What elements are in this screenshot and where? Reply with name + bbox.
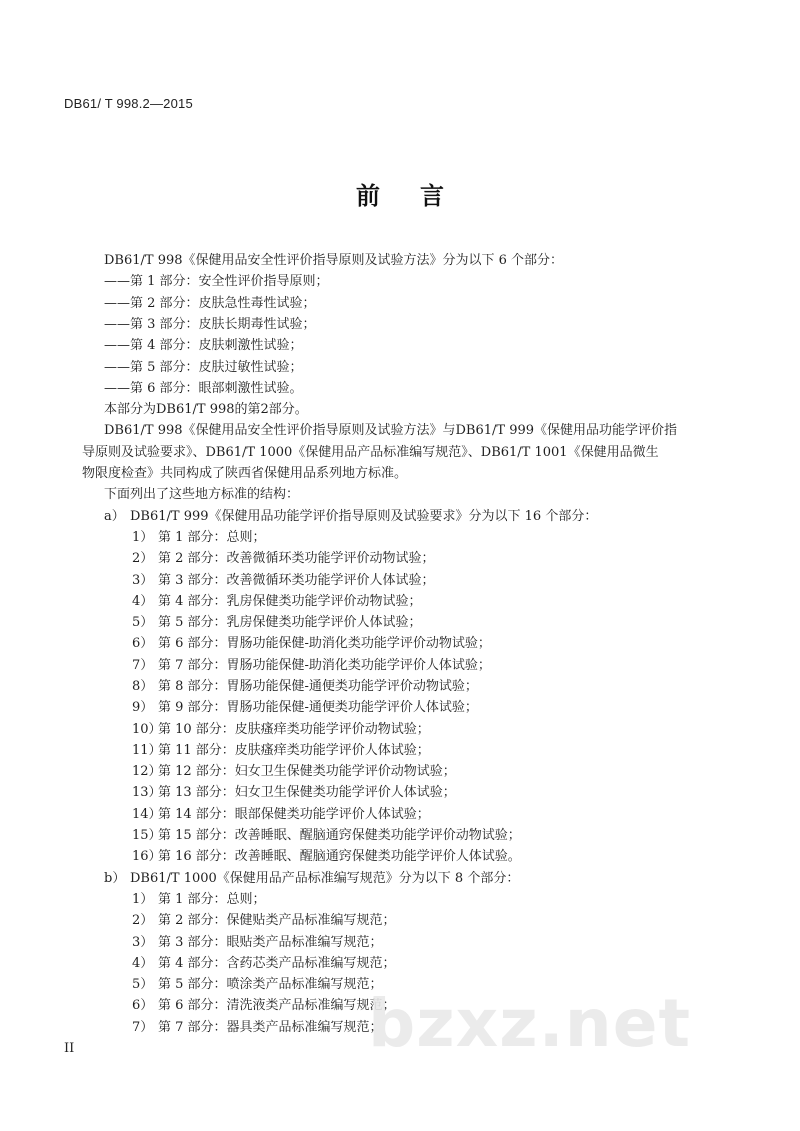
list-item-text: 第 12 部分：妇女卫生保健类功能学评价动物试验；	[158, 764, 456, 779]
section-text: DB61/T 999《保健用品功能学评价指导原则及试验要求》分为以下 16 个部分：	[130, 509, 598, 524]
section-a-item	[132, 572, 435, 590]
this-part-statement: 本部分为DB61/T 998的第2部分。	[104, 402, 308, 417]
list-item-text: 第 6 部分：胃肠功能保健-助消化类功能学评价动物试验；	[158, 636, 491, 651]
list-item-text: 第 4 部分：乳房保健类功能学评价动物试验；	[158, 594, 422, 609]
page-number: II	[64, 1041, 75, 1056]
list-item-number: 6）	[132, 998, 154, 1013]
section-b-item	[132, 912, 396, 930]
list-item-text: 第 16 部分：改善睡眠、醒脑通窍保健类功能学评价人体试验。	[158, 849, 521, 864]
list-item-number: 16）	[132, 849, 162, 864]
list-item-text: 第 2 部分：保健贴类产品标准编写规范；	[158, 913, 396, 928]
part-list-item: ——第 1 部分：安全性评价指导原则；	[104, 274, 329, 289]
watermark-logo: bzxz.net	[368, 985, 692, 1062]
relation-paragraph-line: 导原则及试验要求》、DB61/T 1000《保健用品产品标准编写规范》、DB61/T 1001《保健用品微生	[82, 445, 659, 460]
section-a-item	[132, 678, 478, 696]
relation-paragraph-line: DB61/T 998《保健用品安全性评价指导原则及试验方法》与DB61/T 999《保健用品功能学评价指	[104, 423, 678, 438]
list-item-text: 第 1 部分：总则；	[158, 530, 266, 545]
section-a-item	[132, 550, 435, 568]
part-list-item: ——第 2 部分：皮肤急性毒性试验；	[104, 296, 316, 311]
list-item-number: 7）	[132, 658, 154, 673]
list-item-number: 9）	[132, 700, 154, 715]
section-a-item	[132, 806, 430, 824]
list-item-text: 第 5 部分：乳房保健类功能学评价人体试验；	[158, 615, 422, 630]
list-item-number: 5）	[132, 615, 154, 630]
section-a-item	[132, 784, 456, 802]
list-item-number: 1）	[132, 892, 154, 907]
list-item-text: 第 9 部分：胃肠功能保健-通便类功能学评价人体试验；	[158, 700, 478, 715]
section-a-item	[132, 848, 521, 866]
section-b-item	[132, 976, 383, 994]
relation-paragraph-line: 物限度检查》共同构成了陕西省保健用品系列地方标准。	[82, 466, 408, 481]
list-item-text: 第 5 部分：喷涂类产品标准编写规范；	[158, 977, 383, 992]
list-item-text: 第 3 部分：改善微循环类功能学评价人体试验；	[158, 573, 435, 588]
section-a-item	[132, 529, 266, 547]
part-list-item: ——第 3 部分：皮肤长期毒性试验；	[104, 317, 316, 332]
list-item-number: 3）	[132, 935, 154, 950]
section-a-item	[132, 763, 456, 781]
list-item-number: 12）	[132, 764, 162, 779]
section-b-item	[132, 997, 396, 1015]
section-b-item	[132, 934, 383, 952]
list-item-number: 7）	[132, 1020, 154, 1035]
section-a-item	[132, 827, 521, 845]
section-a-item	[132, 614, 422, 632]
section-b-item	[132, 891, 266, 909]
part-list-item: ——第 4 部分：皮肤刺激性试验；	[104, 338, 303, 353]
section-b-heading	[104, 870, 519, 888]
list-item-text: 第 7 部分：胃肠功能保健-助消化类功能学评价人体试验；	[158, 658, 491, 673]
list-item-number: 3）	[132, 573, 154, 588]
list-item-number: 8）	[132, 679, 154, 694]
list-item-text: 第 14 部分：眼部保健类功能学评价人体试验；	[158, 807, 430, 822]
section-b-item	[132, 1019, 383, 1037]
section-text: DB61/T 1000《保健用品产品标准编写规范》分为以下 8 个部分：	[130, 871, 520, 886]
list-item-number: 15）	[132, 828, 162, 843]
list-item-number: 1）	[132, 530, 154, 545]
list-item-number: 4）	[132, 594, 154, 609]
part-list-item: ——第 5 部分：皮肤过敏性试验；	[104, 360, 303, 375]
section-marker: b）	[104, 871, 126, 886]
list-item-text: 第 2 部分：改善微循环类功能学评价动物试验；	[158, 551, 435, 566]
page-title: 前言	[356, 181, 484, 210]
list-item-text: 第 7 部分：器具类产品标准编写规范；	[158, 1020, 383, 1035]
section-a-item	[132, 657, 491, 675]
list-item-text: 第 3 部分：眼贴类产品标准编写规范；	[158, 935, 383, 950]
list-item-text: 第 10 部分：皮肤瘙痒类功能学评价动物试验；	[158, 722, 430, 737]
list-item-number: 11）	[132, 743, 162, 758]
structure-intro: 下面列出了这些地方标准的结构：	[104, 487, 300, 502]
list-item-number: 2）	[132, 551, 154, 566]
section-a-heading	[104, 508, 597, 526]
part-list-item: ——第 6 部分：眼部刺激性试验。	[104, 381, 303, 396]
list-item-text: 第 6 部分：清洗液类产品标准编写规范；	[158, 998, 396, 1013]
list-item-text: 第 8 部分：胃肠功能保健-通便类功能学评价动物试验；	[158, 679, 478, 694]
section-a-item	[132, 742, 430, 760]
section-marker: a）	[104, 509, 125, 524]
list-item-text: 第 15 部分：改善睡眠、醒脑通窍保健类功能学评价动物试验；	[158, 828, 521, 843]
list-item-text: 第 11 部分：皮肤瘙痒类功能学评价人体试验；	[158, 743, 430, 758]
list-item-number: 4）	[132, 956, 154, 971]
list-item-number: 2）	[132, 913, 154, 928]
list-item-number: 6）	[132, 636, 154, 651]
section-a-item	[132, 699, 478, 717]
list-item-number: 10）	[132, 722, 162, 737]
intro-paragraph: DB61/T 998《保健用品安全性评价指导原则及试验方法》分为以下 6 个部分：	[104, 253, 564, 268]
list-item-text: 第 4 部分：含药芯类产品标准编写规范；	[158, 956, 396, 971]
list-item-text: 第 13 部分：妇女卫生保健类功能学评价人体试验；	[158, 785, 456, 800]
list-item-number: 13）	[132, 785, 162, 800]
section-a-item	[132, 721, 430, 739]
section-b-item	[132, 955, 396, 973]
section-a-item	[132, 593, 422, 611]
standard-code-header: DB61/ T 998.2—2015	[64, 96, 193, 111]
list-item-number: 5）	[132, 977, 154, 992]
list-item-number: 14）	[132, 807, 162, 822]
section-a-item	[132, 635, 491, 653]
list-item-text: 第 1 部分：总则；	[158, 892, 266, 907]
